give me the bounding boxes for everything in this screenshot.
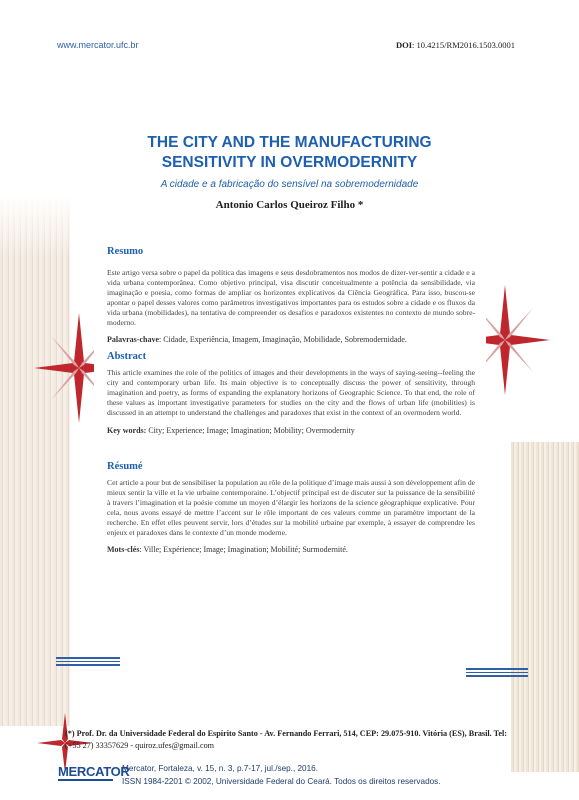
right-texture-strip — [511, 442, 579, 772]
journal-citation-block — [122, 762, 441, 788]
footnote-line-2: (+55 27) 33357629 - quiroz.ufes@gmail.com — [65, 741, 215, 750]
resume-body: Cet article a pour but de sensibiliser la population au rôle de la politique d’image mais aussi à son développement afin de mieux sentir la ville et la vie urbaine contemporaine. L’objectif principal est de discuter sur la puissance de la sensibilité à travers l’imagination et la poésie comme un moyen d’élargir les horizons de la science géographique explicative. Pour cela, nous avons essayé de mettre l’accent sur le rôle important de ces valeurs comme un paramètre important de la recherche. En effet elles peuvent servir, lors d’études sur la mobilité urbaine par exemple, à essayer de comprendre les enjeux et paradoxes dans le contexte d’un monde moderne. — [107, 478, 475, 537]
title-line-2: SENSITIVITY IN OVERMODERNITY — [161, 154, 418, 171]
footnote-marker: (*) — [65, 729, 75, 738]
rule-line — [56, 657, 120, 659]
resumo-body: Este artigo versa sobre o papel da política das imagens e seus desdobramentos nos modos de dizer-ver-sentir a cidade e a vida urbana contemporânea. Como objetivo principal, visa discutir conceitualmente a potência da sensibilidade, via imaginação e poesia, como formas de ampliar os horizontes explicativos da Ciência Geográfica. Para isso, buscou-se apontar o papel desses valores como parâmetros investigativos importantes para os estudos sobre a cidade e os fluxos da vida urbana (mobilidades), na tentativa de compreender os desafios e paradoxos existentes no contexto de mundo sobre-moderno. — [107, 268, 475, 327]
journal-issn: ISSN 1984-2201 © 2002, Universidade Federal do Ceará. Todos os direitos reservados. — [122, 777, 441, 786]
journal-url[interactable]: www.mercator.ufc.br — [57, 40, 139, 50]
footnote-line-1 — [65, 728, 525, 740]
rule-line — [56, 661, 120, 663]
article-subtitle: A cidade e a fabricação do sensível na sobremodernidade — [160, 179, 419, 190]
abstract-kw-label: Key words: — [107, 425, 147, 435]
abstract-kw-text: City; Experience; Image; Imagination; Mobility; Overmodernity — [146, 425, 355, 435]
resumo-kw-label: Palavras-chave — [107, 335, 159, 345]
resume-keywords — [107, 545, 475, 554]
abstract-section — [107, 351, 475, 435]
abstract-body: This article examines the role of the politics of images and their developments in the ways of saying-seeing--feeling the city and contemporary urban life. Its main objective is to conceptually discuss the power of sensitivity, through imagination and poetry, as forms of expanding the explanatory horizons of Geographic Science. To that end, the role of these values as important investigative parameters for studies on the city and the flows of urban life (mobilities) is discussed in an attempt to understand the challenges and paradoxes that exist in the context of an overmodern world. — [107, 368, 475, 417]
left-texture-strip — [0, 196, 70, 726]
blue-rule-left — [56, 657, 120, 668]
rule-line — [466, 675, 528, 677]
doi — [396, 40, 515, 50]
doi-label: DOI — [395, 40, 413, 50]
resume-kw-label: Mots-clés — [107, 545, 140, 555]
resumo-kw-text: : Cidade, Experiência, Imagem, Imaginação, Mobilidade, Sobremodernidade. — [159, 335, 407, 345]
blue-rule-right — [466, 668, 528, 679]
doi-value: : 10.4215/RM2016.1503.0001 — [412, 40, 515, 50]
footnote-affiliation: Prof. Dr. da Universidade Federal do Espírito Santo - Av. Fernando Ferrari, 514, CEP: 29.075-910. Vitória (ES), Brasil. Tel: — [74, 729, 507, 738]
resume-heading: Résumé — [107, 461, 143, 472]
rule-line — [466, 672, 528, 674]
abstract-keywords — [107, 426, 475, 435]
resumo-section — [107, 246, 475, 344]
title-line-1: THE CITY AND THE MANUFACTURING — [147, 134, 432, 151]
rule-line — [466, 668, 528, 670]
rule-line — [56, 664, 120, 666]
author-footnote — [65, 728, 525, 752]
logo-underline — [58, 779, 113, 781]
resumo-heading: Resumo — [107, 246, 144, 257]
abstract-heading: Abstract — [107, 351, 147, 362]
resume-kw-text: : Ville; Expérience; Image; Imagination; Mobilité; Surmodernité. — [139, 545, 348, 555]
article-title — [60, 133, 519, 173]
resumo-keywords — [107, 335, 475, 344]
resume-section — [107, 461, 475, 554]
mercator-logo: MERCATOR — [58, 764, 130, 779]
journal-citation: Mercator, Fortaleza, v. 15, n. 3, p.7-17, jul./sep., 2016. — [122, 764, 318, 773]
author-name: Antonio Carlos Queiroz Filho * — [215, 199, 364, 211]
